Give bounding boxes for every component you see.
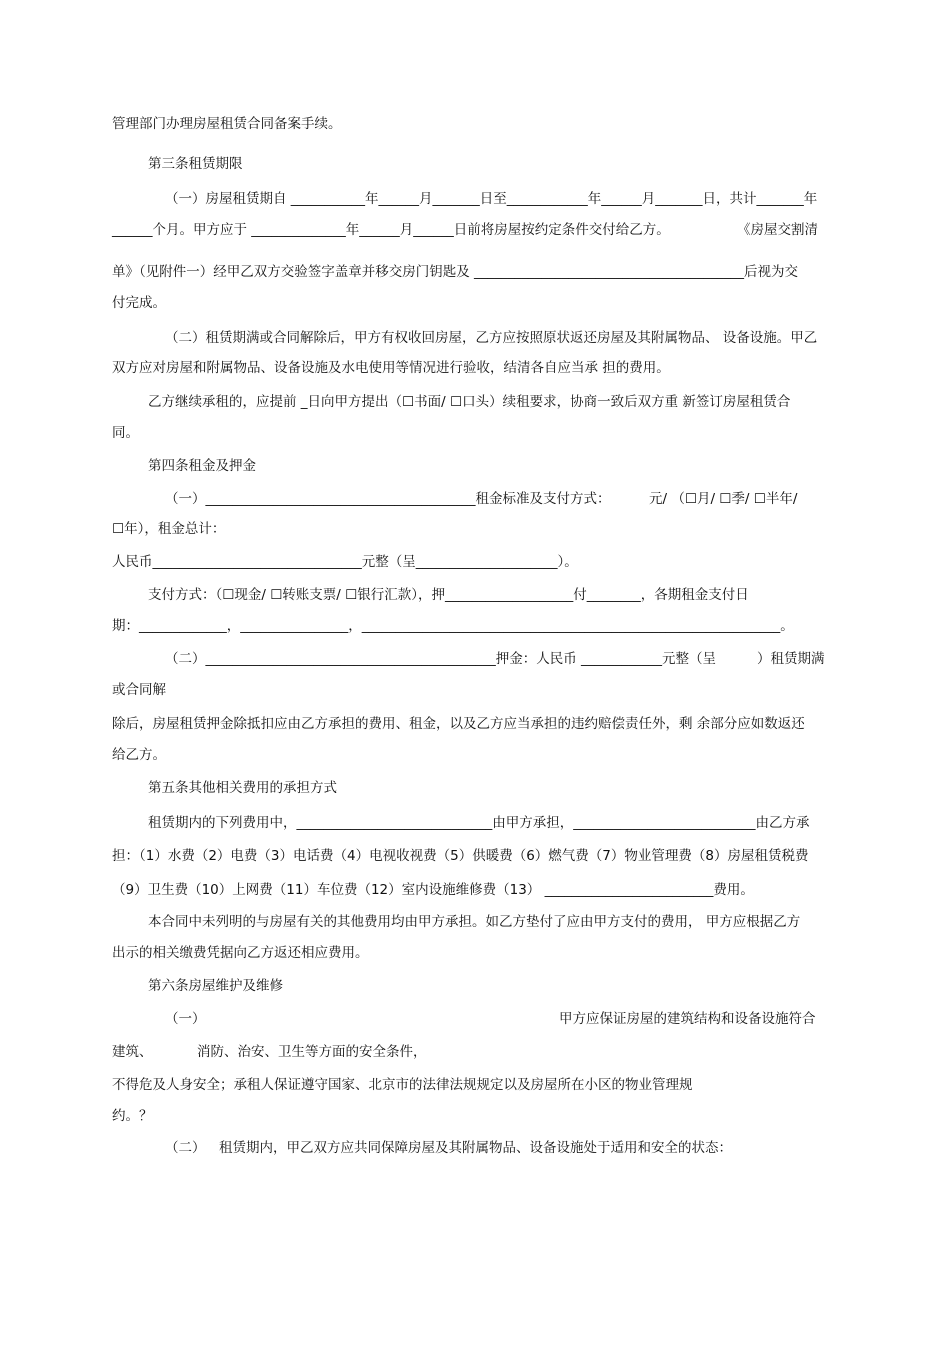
text-line: 元/ （☐月/ ☐季/ ☐半年/ [649, 491, 798, 507]
text-line: 《房屋交割清 [737, 222, 818, 238]
section-heading: 第四条租金及押金 [148, 458, 256, 474]
text-line: 甲方应保证房屋的建筑结构和设备设施符合 [559, 1011, 816, 1027]
text-line: （二）租赁期满或合同解除后，甲方有权收回房屋，乙方应按照原状返还房屋及其附属物品、 设备设施。甲乙 [165, 330, 818, 346]
text-line: 管理部门办理房屋租赁合同备案手续。 [112, 116, 342, 132]
text-line: （二） [165, 1140, 206, 1156]
text-line: 建筑、 [112, 1044, 153, 1060]
text-line: 给乙方。 [112, 747, 166, 763]
text-line: ☐年），租金总计： [112, 521, 226, 537]
text-line: 担：（1）水费（2）电费（3）电话费（4）电视收视费（5）供暖费（6）燃气费（7）物业管理费（8）房屋租赁税费 [112, 848, 809, 864]
text-line: 或合同解 [112, 682, 166, 698]
section-heading: 第六条房屋维护及维修 [148, 978, 283, 994]
text-line: 除后，房屋租赁押金除抵扣应由乙方承担的费用、租金，以及乙方应当承担的违约赔偿责任外，剩 余部分应如数返还 [112, 716, 805, 732]
text-line: 同。 [112, 425, 139, 441]
text-line: （一） [165, 1011, 206, 1027]
text-line: 单》（见附件一）经甲乙双方交验签字盖章并移交房门钥匙及 ________________________________________后视为交 [112, 264, 799, 280]
text-line: 消防、治安、卫生等方面的安全条件， [197, 1044, 427, 1060]
text-line: 期：_____________，________________，______________________________________________________________。 [112, 618, 794, 634]
text-line: （一）________________________________________租金标准及支付方式： [165, 491, 611, 507]
text-line: 租赁期内，甲乙双方应共同保障房屋及其附属物品、设备设施处于适用和安全的状态： [219, 1140, 732, 1156]
text-line: 支付方式：（☐现金/ ☐转账支票/ ☐银行汇款），押___________________付________，各期租金支付日 [148, 587, 749, 603]
text-line: 约。？ [112, 1108, 153, 1124]
text-line: 出示的相关缴费凭据向乙方返还相应费用。 [112, 945, 369, 961]
text-line: 本合同中未列明的与房屋有关的其他费用均由甲方承担。如乙方垫付了应由甲方支付的费用， 甲方应根据乙方 [148, 914, 801, 930]
section-heading: 第三条租赁期限 [148, 156, 243, 172]
text-line: （一）房屋租赁期自 ___________年______月_______日至____________年______月_______日，共计_______年 [165, 191, 818, 207]
text-line: 双方应对房屋和附属物品、设备设施及水电使用等情况进行验收，结清各自应当承 担的费用。 [112, 360, 670, 376]
text-line: ）租赁期满 [757, 651, 825, 667]
text-line: 付完成。 [112, 295, 166, 311]
text-line: （二）___________________________________________押金：人民币 ____________元整（呈 [165, 651, 717, 667]
text-line: 不得危及人身安全；承租人保证遵守国家、北京市的法律法规规定以及房屋所在小区的物业管理规 [112, 1077, 693, 1093]
text-line: 租赁期内的下列费用中，_____________________________由甲方承担，___________________________由乙方承 [148, 815, 810, 831]
text-line: 人民币_______________________________元整（呈_____________________）。 [112, 554, 578, 570]
text-line: ______个月。甲方应于 ______________年______月______日前将房屋按约定条件交付给乙方。 [112, 222, 670, 238]
section-heading: 第五条其他相关费用的承担方式 [148, 780, 337, 796]
text-line: （9）卫生费（10）上网费（11）车位费（12）室内设施维修费（13） _________________________费用。 [112, 882, 754, 898]
text-line: 乙方继续承租的，应提前 _日向甲方提出（☐书面/ ☐口头）续租要求，协商一致后双方重 新签订房屋租赁合 [148, 394, 791, 410]
